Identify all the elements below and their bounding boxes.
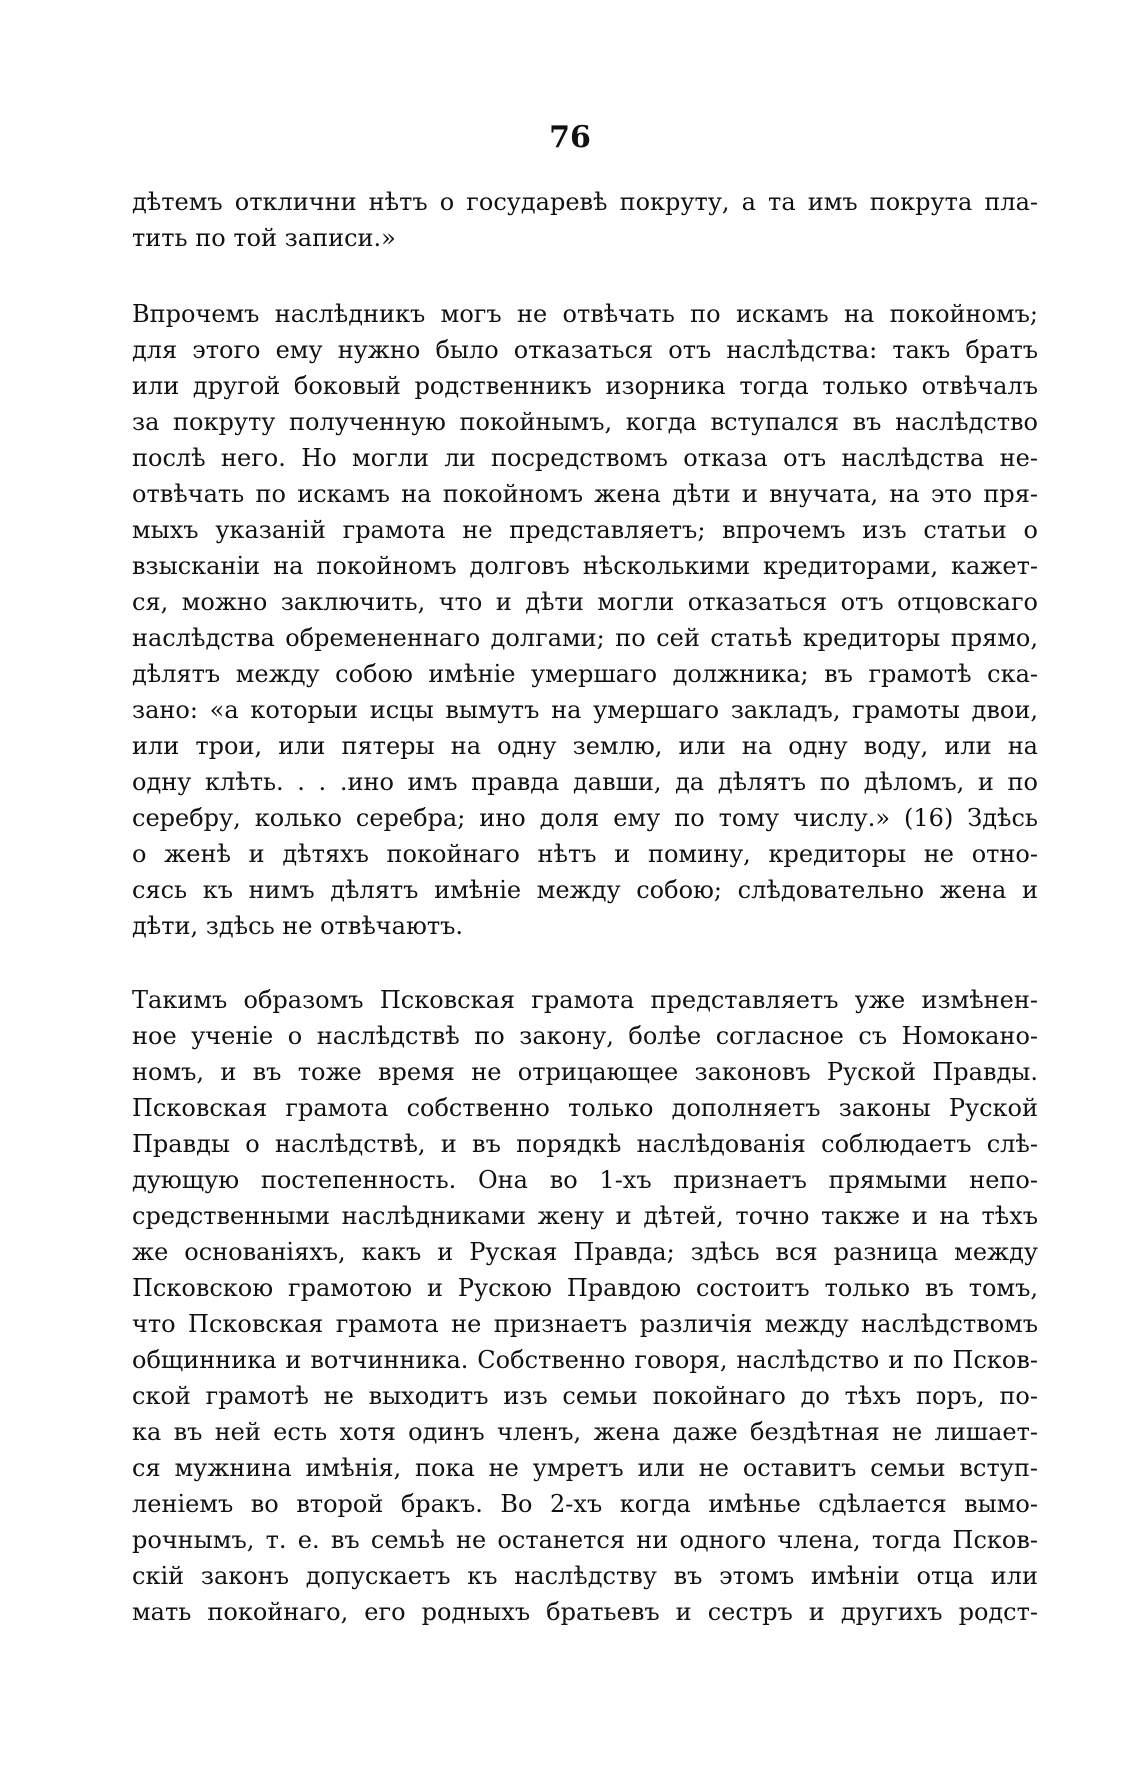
text-line: ся, можно заключить, что и дѣти могли отказаться отъ отцовскаго (132, 588, 1038, 616)
text-line: наслѣдства обремененнаго долгами; по сей статьѣ кредиторы прямо, (132, 624, 1038, 652)
text-line: или другой боковый родственникъ изорника тогда только отвѣчалъ (132, 372, 1038, 400)
text-line: рочнымъ, т. е. въ семьѣ не останется ни одного члена, тогда Псков- (132, 1526, 1038, 1554)
text-line: дующую постепенность. Она во 1-хъ признаетъ прямыми непо- (132, 1166, 1038, 1194)
paragraph-2 (132, 296, 1038, 944)
text-line: сясь къ нимъ дѣлятъ имѣніе между собою; слѣдовательно жена и (132, 876, 1038, 904)
text-line: или трои, или пятеры на одну землю, или на одну воду, или на (132, 732, 1038, 760)
text-line: Псковскою грамотою и Рускою Правдою состоитъ только въ томъ, (132, 1274, 1038, 1302)
text-line: дѣти, здѣсь не отвѣчаютъ. (132, 912, 464, 940)
paragraph-3 (132, 982, 1038, 1630)
text-line: послѣ него. Но могли ли посредствомъ отказа отъ наслѣдства не- (132, 444, 1038, 472)
text-line: Впрочемъ наслѣдникъ могъ не отвѣчать по искамъ на покойномъ; (132, 300, 1038, 328)
text-line: Такимъ образомъ Псковская грамота представляетъ уже измѣнен- (132, 986, 1038, 1014)
text-line: серебру, колько серебра; ино доля ему по тому числу.» (16) Здѣсь (132, 804, 1038, 832)
text-line: ской грамотѣ не выходитъ изъ семьи покойнаго до тѣхъ поръ, по- (132, 1382, 1038, 1410)
page-number: 76 (549, 120, 591, 155)
text-line: средственными наслѣдниками жену и дѣтей, точно также и на тѣхъ (132, 1202, 1038, 1230)
text-line: взысканіи на покойномъ долговъ нѣсколькими кредиторами, кажет- (132, 552, 1038, 580)
text-line: о женѣ и дѣтяхъ покойнаго нѣтъ и помину, кредиторы не отно- (132, 840, 1038, 868)
text-line: общинника и вотчинника. Собственно говоря, наслѣдство и по Псков- (132, 1346, 1038, 1374)
text-line: мать покойнаго, его родныхъ братьевъ и сестръ и другихъ родст- (132, 1598, 1038, 1626)
text-line: зано: «а которыи исцы вымутъ на умершаго закладъ, грамоты двои, (132, 696, 1038, 724)
text-line: леніемъ во второй бракъ. Во 2-хъ когда имѣнье сдѣлается вымо- (132, 1490, 1038, 1518)
text-line: мыхъ указаній грамота не представляетъ; впрочемъ изъ статьи о (132, 516, 1038, 544)
text-line: что Псковская грамота не признаетъ различія между наслѣдствомъ (132, 1310, 1038, 1338)
body-text (132, 184, 1038, 1630)
text-line: ся мужнина имѣнія, пока не умретъ или не оставитъ семьи вступ- (132, 1454, 1038, 1482)
text-line: для этого ему нужно было отказаться отъ наслѣдства: такъ братъ (132, 336, 1038, 364)
text-line: одну клѣть. . . .ино имъ правда давши, да дѣлятъ по дѣломъ, и по (132, 768, 1038, 796)
text-line: дѣлятъ между собою имѣніе умершаго должника; въ грамотѣ ска- (132, 660, 1038, 688)
text-line: тить по той записи.» (132, 224, 396, 252)
text-line: ка въ ней есть хотя одинъ членъ, жена даже бездѣтная не лишает- (132, 1418, 1038, 1446)
text-line: ное ученіе о наслѣдствѣ по закону, болѣе согласное съ Номокано- (132, 1022, 1038, 1050)
text-line: скій законъ допускаетъ къ наслѣдству въ этомъ имѣніи отца или (132, 1562, 1038, 1590)
text-line: отвѣчать по искамъ на покойномъ жена дѣти и внучата, на это пря- (132, 480, 1038, 508)
paragraph-1 (132, 184, 1038, 256)
text-line: Псковская грамота собственно только дополняетъ законы Руской (132, 1094, 1038, 1122)
text-line: за покруту полученную покойнымъ, когда вступался въ наслѣдство (132, 408, 1038, 436)
text-line: дѣтемъ отклични нѣтъ о государевѣ покруту, а та имъ покрута пла- (132, 188, 1038, 216)
text-line: номъ, и въ тоже время не отрицающее законовъ Руской Правды. (132, 1058, 1038, 1086)
text-line: Правды о наслѣдствѣ, и въ порядкѣ наслѣдованія соблюдаетъ слѣ- (132, 1130, 1038, 1158)
text-line: же основаніяхъ, какъ и Руская Правда; здѣсь вся разница между (132, 1238, 1038, 1266)
